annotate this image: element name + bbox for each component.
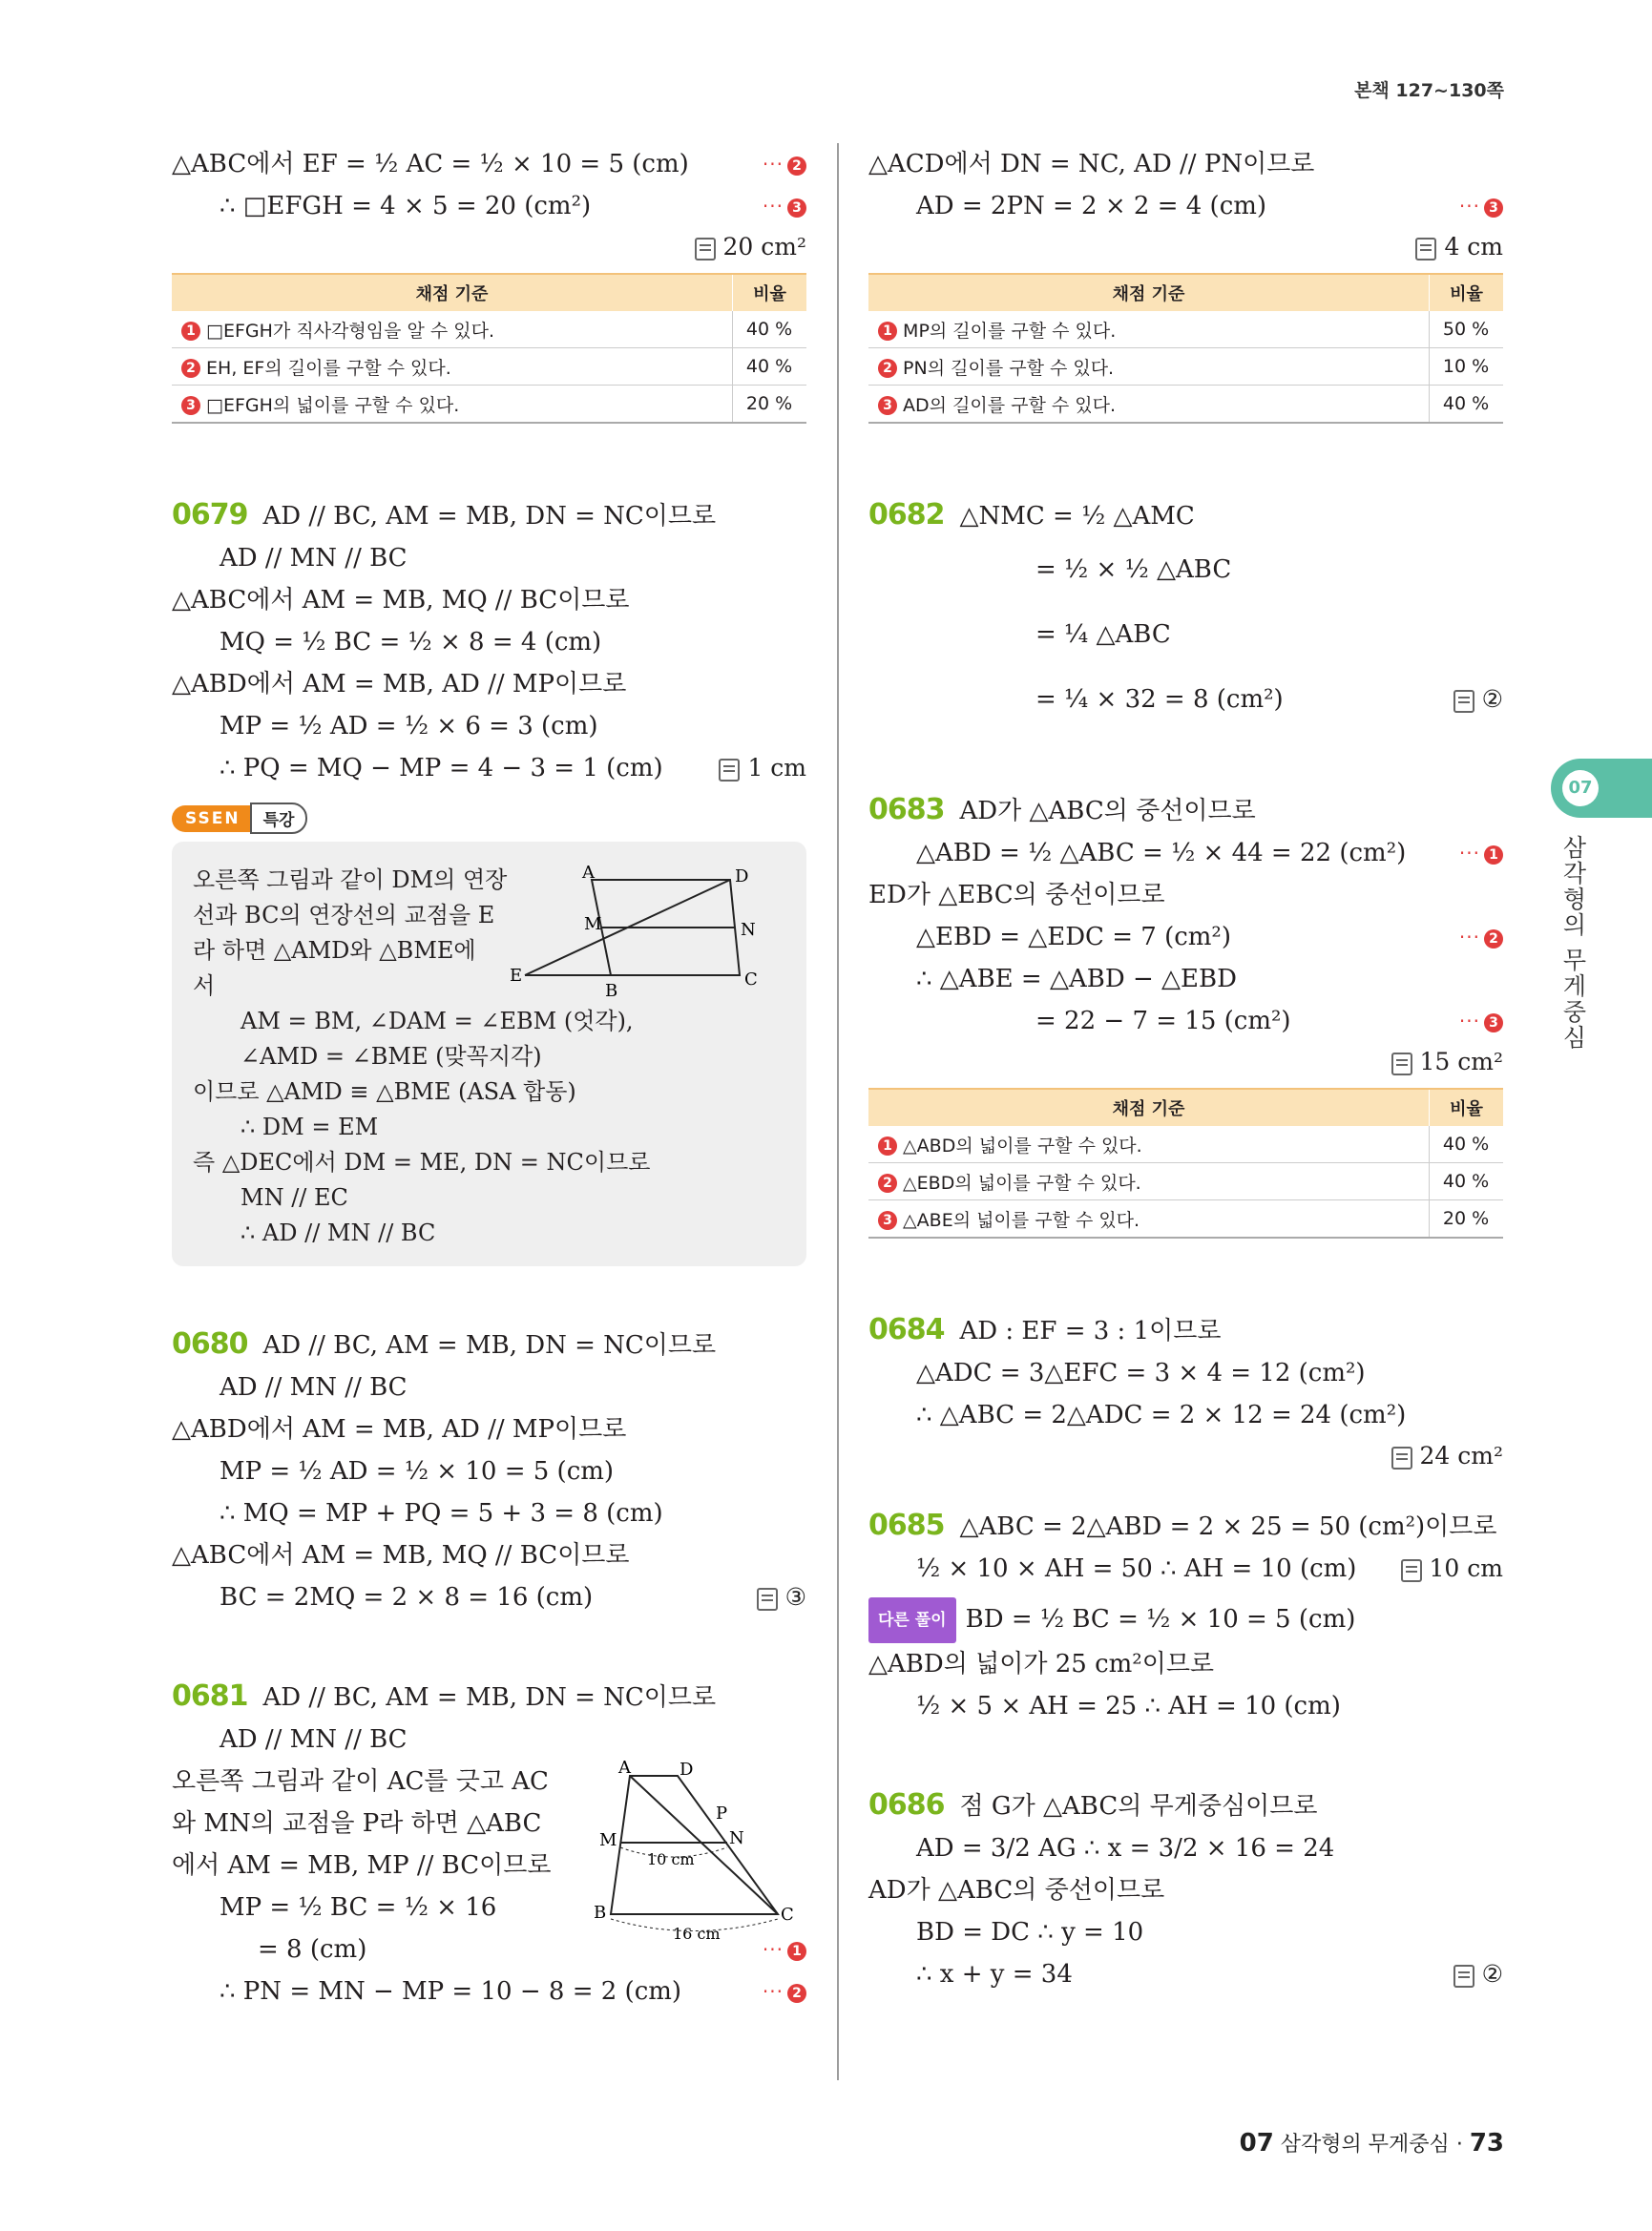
row-ratio: 50 % [1430, 311, 1504, 348]
left-column [172, 143, 806, 2012]
table-row [868, 1200, 1503, 1239]
solution-line [172, 1450, 806, 1492]
answer-icon [1391, 1053, 1412, 1075]
solution-line [868, 1685, 1503, 1727]
note-line [193, 1180, 787, 1216]
footer-chapter-number: 07 [1239, 2129, 1274, 2158]
row-number: 2 [181, 359, 200, 378]
answer-icon [719, 759, 740, 782]
solution-text: △ABC에서 AM = MB, MQ // BC이므로 [172, 1541, 630, 1570]
solution-line [868, 1953, 1503, 1995]
solution-text: AD // BC, AM = MB, DN = NC이므로 [262, 502, 717, 531]
mark-number: 2 [1484, 929, 1503, 949]
svg-text:E: E [510, 966, 523, 986]
svg-text:A: A [582, 863, 595, 883]
note-text: 즉 △DEC에서 DM = ME, DN = NC이므로 [193, 1149, 651, 1176]
solution-text: △ACD에서 DN = NC, AD // PN이므로 [868, 150, 1315, 178]
mark-number: 3 [1484, 198, 1503, 218]
table-row [172, 348, 806, 386]
solution-line [868, 1643, 1503, 1685]
row-number: 2 [878, 1174, 897, 1193]
solution-line [172, 747, 806, 789]
row-text: □EFGH가 직사각형임을 알 수 있다. [206, 320, 495, 342]
footer-separator: · [1455, 2133, 1463, 2157]
table-row [868, 1126, 1503, 1163]
chapter-number: 07 [1562, 770, 1599, 806]
problem-number: 0680 [172, 1327, 248, 1361]
solution-text: ∴ MQ = MP + PQ = 5 + 3 = 8 (cm) [220, 1499, 663, 1528]
mark-number: 3 [787, 198, 806, 218]
note-text: 라 하면 △AMD와 △BME에 [193, 937, 476, 964]
book-ref-label: 본책 127~130쪽 [1354, 80, 1504, 101]
solution-line [172, 705, 806, 747]
solution-text: AD // BC, AM = MB, DN = NC이므로 [262, 1331, 717, 1360]
score-mark: ··· 3 [1459, 1000, 1503, 1042]
solution-text: 오른쪽 그림과 같이 AC를 긋고 AC [172, 1767, 549, 1796]
answer-icon [1453, 690, 1474, 713]
answer-text: 1 cm [747, 754, 806, 782]
table-header: 비율 [1430, 1089, 1504, 1126]
answer [719, 747, 806, 789]
solution-text: △EBD = △EDC = 7 (cm²) [916, 923, 1232, 951]
solution-line [172, 143, 806, 185]
solution-text: = ¼ × 32 = 8 (cm²) [1035, 685, 1284, 714]
note-line [193, 1216, 787, 1251]
note-text: ∴ AD // MN // BC [240, 1220, 436, 1246]
solution-line [172, 1803, 806, 1845]
solution-line [868, 916, 1503, 958]
solution-line [868, 832, 1503, 874]
score-mark: ··· 2 [1459, 916, 1503, 958]
note-line [193, 933, 787, 969]
page-header [1354, 76, 1504, 102]
answer [757, 1576, 806, 1618]
note-text: 이므로 △AMD ≡ △BME (ASA 합동) [193, 1078, 576, 1105]
note-line [193, 1004, 787, 1039]
row-number: 2 [878, 359, 897, 378]
solution-text: ∴ PQ = MQ − MP = 4 − 3 = 1 (cm) [220, 754, 663, 782]
problem-number: 0683 [868, 793, 945, 826]
solution-text: △ABC에서 AM = MB, MQ // BC이므로 [172, 586, 630, 615]
solution-text: AD // BC, AM = MB, DN = NC이므로 [262, 1683, 717, 1712]
table-header: 채점 기준 [172, 274, 733, 311]
row-text: PN의 길이를 구할 수 있다. [903, 357, 1115, 379]
svg-text:A: A [618, 1758, 631, 1778]
answer-icon [1415, 238, 1436, 261]
solution-text: ∴ △ABC = 2△ADC = 2 × 12 = 24 (cm²) [916, 1401, 1407, 1429]
answer-icon [1391, 1447, 1412, 1470]
note-line [193, 1110, 787, 1145]
solution-line [172, 579, 806, 621]
row-number: 1 [878, 1136, 897, 1156]
answer-text: ② [1481, 685, 1503, 713]
solution-line [172, 537, 806, 579]
solution-line [868, 667, 1503, 732]
solution-line [172, 1719, 806, 1761]
answer [868, 1042, 1503, 1082]
table-header: 비율 [733, 274, 807, 311]
row-number: 3 [878, 396, 897, 415]
solution-text: = 22 − 7 = 15 (cm²) [1035, 1007, 1291, 1035]
row-ratio: 40 % [1430, 1126, 1504, 1163]
svg-text:N: N [729, 1828, 744, 1848]
mark-number: 3 [1484, 1013, 1503, 1032]
solution-text: AD = 3/2 AG ∴ x = 3/2 × 16 = 24 [916, 1834, 1335, 1863]
answer [1453, 667, 1503, 732]
row-text: △ABD의 넓이를 구할 수 있다. [903, 1135, 1142, 1157]
note-line [193, 1039, 787, 1074]
solution-line [868, 1000, 1503, 1042]
table-row [868, 311, 1503, 348]
answer [172, 227, 806, 267]
solution-line [868, 185, 1503, 227]
page-number: 73 [1469, 2129, 1504, 2158]
solution-line [868, 602, 1503, 667]
answer-icon [695, 238, 716, 261]
answer-icon [757, 1588, 778, 1611]
problem-number: 0685 [868, 1509, 945, 1542]
solution-text: BD = ½ BC = ½ × 10 = 5 (cm) [965, 1605, 1356, 1634]
mark-number: 2 [787, 1984, 806, 2003]
problem-0682 [868, 494, 1503, 537]
row-ratio: 20 % [1430, 1200, 1504, 1239]
problem-0679 [172, 494, 806, 537]
row-number: 1 [181, 322, 200, 341]
solution-text: ∴ PN = MN − MP = 10 − 8 = 2 (cm) [220, 1977, 682, 2006]
problem-number: 0682 [868, 498, 945, 532]
answer [868, 227, 1503, 267]
note-text: ∴ DM = EM [240, 1114, 379, 1140]
solution-text: AD // MN // BC [220, 544, 408, 573]
svg-text:C: C [744, 970, 758, 990]
solution-line [172, 1761, 806, 1803]
note-text: 서 [193, 972, 216, 999]
scoring-table [172, 273, 806, 424]
solution-text: △ABD에서 AM = MB, AD // MP이므로 [172, 670, 627, 698]
answer-icon [1453, 1965, 1474, 1988]
solution-line [172, 1887, 806, 1929]
solution-line [172, 621, 806, 663]
table-header: 채점 기준 [868, 1089, 1430, 1126]
svg-text:10 cm: 10 cm [647, 1850, 695, 1868]
row-text: △EBD의 넓이를 구할 수 있다. [903, 1172, 1141, 1194]
solution-text: ∴ x + y = 34 [916, 1960, 1073, 1989]
table-row [172, 311, 806, 348]
solution-text: △ABD의 넓이가 25 cm²이므로 [868, 1650, 1215, 1678]
ssen-note-box [172, 842, 806, 1266]
scoring-table [868, 273, 1503, 424]
problem-number: 0681 [172, 1679, 248, 1713]
solution-line [868, 1911, 1503, 1953]
table-header: 채점 기준 [868, 274, 1430, 311]
answer-text: 20 cm² [722, 233, 806, 261]
chapter-side-title: 삼각형의 무게중심 [1559, 835, 1587, 1051]
svg-text:N: N [741, 920, 756, 940]
solution-line [172, 1929, 806, 1970]
problem-0681 [172, 1676, 806, 1719]
solution-text: 에서 AM = MB, MP // BC이므로 [172, 1851, 552, 1880]
note-line [193, 1074, 787, 1110]
score-mark: ··· 1 [1459, 832, 1503, 874]
table-row [868, 1163, 1503, 1200]
score-mark: ··· 2 [763, 143, 806, 185]
problem-0683 [868, 789, 1503, 832]
special-label: 특강 [250, 803, 308, 834]
solution-line [868, 1352, 1503, 1394]
row-text: △ABE의 넓이를 구할 수 있다. [903, 1209, 1140, 1231]
solution-line [172, 1845, 806, 1887]
score-mark: ··· 3 [1459, 185, 1503, 227]
ssen-label: SSEN [172, 805, 254, 832]
solution-line [868, 958, 1503, 1000]
note-text: 오른쪽 그림과 같이 DM의 연장 [193, 866, 508, 893]
chapter-side-tab [1551, 759, 1652, 818]
solution-line [172, 1366, 806, 1408]
solution-line [868, 143, 1503, 185]
row-text: AD의 길이를 구할 수 있다. [903, 394, 1117, 416]
row-number: 1 [878, 322, 897, 341]
solution-text: AD가 △ABC의 중선이므로 [868, 1876, 1165, 1905]
mark-number: 2 [787, 156, 806, 176]
score-mark: ··· 1 [763, 1929, 806, 1970]
score-mark: ··· 3 [763, 185, 806, 227]
problem-0686 [868, 1784, 1503, 1827]
answer-text: ② [1481, 1960, 1503, 1988]
answer [1401, 1548, 1503, 1590]
solution-text: MP = ½ BC = ½ × 16 [220, 1893, 497, 1922]
answer-icon [1401, 1559, 1422, 1582]
problem-number: 0679 [172, 498, 248, 532]
solution-line [172, 185, 806, 227]
solution-text: △ABC = 2△ABD = 2 × 25 = 50 (cm²)이므로 [959, 1512, 1497, 1541]
solution-text: 점 G가 △ABC의 무게중심이므로 [959, 1792, 1318, 1821]
solution-line [868, 1394, 1503, 1436]
solution-text: BC = 2MQ = 2 × 8 = 16 (cm) [220, 1583, 594, 1612]
answer [1453, 1953, 1503, 1995]
svg-text:C: C [781, 1905, 794, 1925]
solution-line [172, 1492, 806, 1534]
solution-text: AD = 2PN = 2 × 2 = 4 (cm) [916, 192, 1267, 220]
note-text: ∠AMD = ∠BME (맞꼭지각) [240, 1043, 542, 1070]
row-ratio: 40 % [1430, 386, 1504, 424]
scoring-table [868, 1088, 1503, 1239]
solution-text: = ¼ △ABC [1035, 620, 1171, 649]
mark-number: 1 [1484, 845, 1503, 865]
note-text: AM = BM, ∠DAM = ∠EBM (엇각), [240, 1008, 634, 1034]
solution-text: ½ × 10 × AH = 50 ∴ AH = 10 (cm) [916, 1554, 1357, 1583]
solution-text: △NMC = ½ △AMC [959, 502, 1195, 531]
note-line [193, 969, 787, 1004]
solution-text: AD // MN // BC [220, 1725, 408, 1754]
solution-line [868, 1548, 1503, 1590]
row-text: □EFGH의 넓이를 구할 수 있다. [206, 394, 460, 416]
svg-text:D: D [735, 866, 749, 886]
solution-text: △ADC = 3△EFC = 3 × 4 = 12 (cm²) [916, 1359, 1366, 1387]
footer-chapter-title: 삼각형의 무게중심 [1280, 2133, 1450, 2157]
note-text: 선과 BC의 연장선의 교점을 E [193, 902, 495, 928]
solution-text: MP = ½ AD = ½ × 10 = 5 (cm) [220, 1457, 615, 1486]
table-row [868, 348, 1503, 386]
solution-text: = ½ × ½ △ABC [1035, 555, 1232, 584]
solution-line [868, 1827, 1503, 1869]
alt-solution-tag: 다른 풀이 [868, 1597, 956, 1643]
svg-text:16 cm: 16 cm [673, 1925, 721, 1943]
solution-line [172, 1534, 806, 1576]
mark-number: 1 [787, 1942, 806, 1961]
row-text: EH, EF의 길이를 구할 수 있다. [206, 357, 451, 379]
table-header: 비율 [1430, 274, 1504, 311]
solution-line [868, 874, 1503, 916]
right-column [868, 143, 1503, 1995]
row-ratio: 20 % [733, 386, 807, 424]
problem-0680 [172, 1324, 806, 1366]
row-ratio: 10 % [1430, 348, 1504, 386]
row-number: 3 [878, 1211, 897, 1230]
solution-text: ED가 △EBC의 중선이므로 [868, 881, 1165, 909]
ssen-tag [172, 803, 307, 834]
svg-text:B: B [605, 981, 618, 1001]
solution-text: △ABD에서 AM = MB, AD // MP이므로 [172, 1415, 627, 1444]
solution-line [172, 1576, 806, 1618]
solution-text: AD가 △ABC의 중선이므로 [959, 797, 1256, 825]
score-mark: ··· 2 [763, 1970, 806, 2012]
answer-text: 10 cm [1429, 1554, 1503, 1582]
solution-line [868, 537, 1503, 602]
solution-text: 와 MN의 교점을 P라 하면 △ABC [172, 1809, 542, 1838]
problem-0681-block [172, 1676, 806, 2012]
svg-text:B: B [594, 1903, 607, 1923]
answer-text: 4 cm [1444, 233, 1503, 261]
solution-text: MP = ½ AD = ½ × 6 = 3 (cm) [220, 712, 598, 740]
solution-text: ∴ △ABE = △ABD − △EBD [916, 965, 1237, 993]
problem-0684 [868, 1309, 1503, 1352]
solution-text: AD : EF = 3 : 1이므로 [959, 1317, 1222, 1345]
table-row [868, 386, 1503, 424]
page-footer [1240, 2128, 1504, 2158]
table-row [172, 386, 806, 424]
solution-text: △ABD = ½ △ABC = ½ × 44 = 22 (cm²) [916, 839, 1407, 867]
solution-text: ∴ □EFGH = 4 × 5 = 20 (cm²) [220, 192, 592, 220]
row-ratio: 40 % [733, 348, 807, 386]
column-divider [837, 143, 839, 2080]
solution-text: BD = DC ∴ y = 10 [916, 1918, 1144, 1947]
svg-text:M: M [584, 914, 602, 934]
note-line [193, 863, 787, 898]
solution-text: ½ × 5 × AH = 25 ∴ AH = 10 (cm) [916, 1692, 1341, 1720]
answer [868, 1436, 1503, 1476]
problem-0685 [868, 1505, 1503, 1548]
solution-text: MQ = ½ BC = ½ × 8 = 4 (cm) [220, 628, 602, 657]
solution-text: = 8 (cm) [258, 1935, 367, 1964]
row-ratio: 40 % [733, 311, 807, 348]
answer-text: 15 cm² [1419, 1048, 1503, 1075]
svg-text:P: P [716, 1804, 728, 1824]
solution-line [172, 663, 806, 705]
note-text: MN // EC [240, 1184, 348, 1211]
row-ratio: 40 % [1430, 1163, 1504, 1200]
svg-text:M: M [599, 1830, 617, 1850]
note-line [193, 898, 787, 933]
note-line [193, 1145, 787, 1180]
solution-line [172, 1408, 806, 1450]
problem-number: 0686 [868, 1788, 945, 1822]
problem-number: 0684 [868, 1313, 945, 1346]
solution-text: △ABC에서 EF = ½ AC = ½ × 10 = 5 (cm) [172, 150, 689, 178]
row-text: MP의 길이를 구할 수 있다. [903, 320, 1117, 342]
solution-line [172, 1970, 806, 2012]
solution-line [868, 1869, 1503, 1911]
solution-line [868, 1597, 1503, 1643]
answer-text: 24 cm² [1419, 1442, 1503, 1470]
answer-text: ③ [784, 1583, 806, 1611]
svg-text:D: D [680, 1760, 694, 1780]
row-number: 3 [181, 396, 200, 415]
solution-text: AD // MN // BC [220, 1373, 408, 1402]
